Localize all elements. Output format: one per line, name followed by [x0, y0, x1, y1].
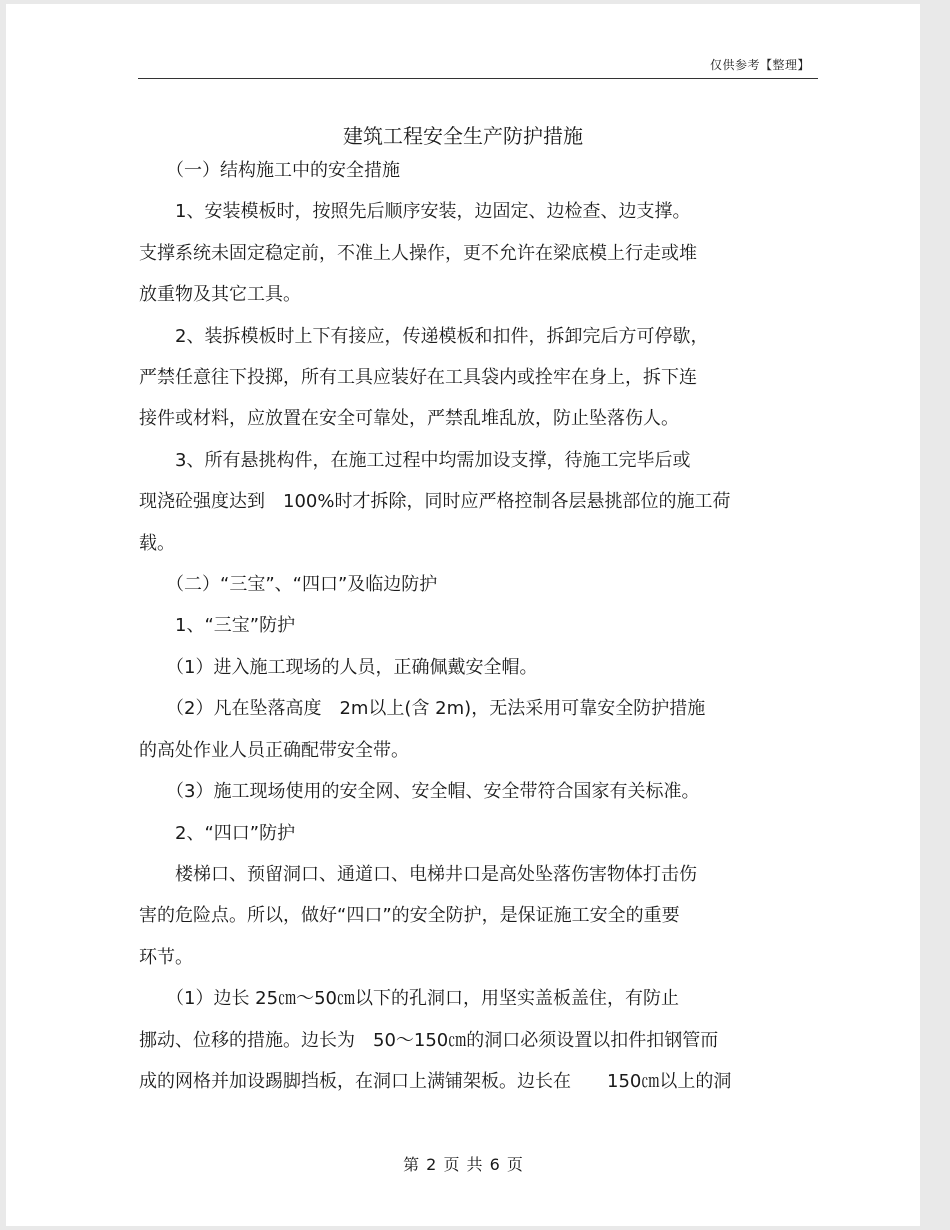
text-line: （1）进入施工现场的人员，正确佩戴安全帽。 — [139, 656, 538, 678]
text-line: （一）结构施工中的安全措施 — [139, 160, 400, 181]
text-line: 的高处作业人员正确配带安全带。 — [139, 739, 409, 761]
text-line: 2、装拆模板时上下有接应，传递模板和扣件，拆卸完后方可停歇， — [139, 325, 709, 347]
text-line: （二）“三宝”、“四口”及临边防护 — [139, 574, 438, 596]
text-line: 1、安装模板时，按照先后顺序安装，边固定、边检查、边支撑。 — [139, 201, 691, 223]
text-line: 严禁任意往下投掷，所有工具应装好在工具袋内或拴牢在身上，拆下连 — [139, 367, 697, 389]
document-page — [6, 4, 920, 1226]
header-rule — [138, 78, 818, 79]
header-note: 仅供参考【整理】 — [709, 58, 810, 72]
text-line: 挪动、位移的措施。边长为 50～150㎝的洞口必须设置以扣件扣钢管而 — [139, 1029, 719, 1051]
document-title: 建筑工程安全生产防护措施 — [343, 124, 583, 148]
text-line: 2、“四口”防护 — [139, 822, 296, 844]
text-line: 成的网格并加设踢脚挡板，在洞口上满铺架板。边长在 150㎝以上的洞 — [139, 1070, 732, 1092]
text-line: 害的危险点。所以，做好“四口”的安全防护，是保证施工安全的重要 — [139, 905, 680, 927]
text-line: 3、所有悬挑构件，在施工过程中均需加设支撑，待施工完毕后或 — [139, 449, 691, 471]
text-line: 载。 — [139, 532, 175, 554]
text-line: 环节。 — [139, 946, 193, 968]
text-line: 放重物及其它工具。 — [139, 284, 301, 306]
text-line: （2）凡在坠落高度 2m以上(含 2m)，无法采用可靠安全防护措施 — [139, 698, 706, 720]
text-line: （1）边长 25㎝～50㎝以下的孔洞口，用坚实盖板盖住，有防止 — [139, 988, 679, 1010]
body-text — [139, 150, 819, 1102]
text-line: 楼梯口、预留洞口、通道口、电梯井口是高处坠落伤害物体打击伤 — [139, 863, 697, 885]
page-number-footer: 第 2 页 共 6 页 — [403, 1155, 523, 1174]
text-line: （3）施工现场使用的安全网、安全帽、安全带符合国家有关标准。 — [139, 781, 700, 803]
text-line: 1、“三宝”防护 — [139, 615, 296, 637]
text-line: 现浇砼强度达到 100%时才拆除，同时应严格控制各层悬挑部位的施工荷 — [139, 491, 731, 513]
text-line: 接件或材料，应放置在安全可靠处，严禁乱堆乱放，防止坠落伤人。 — [139, 408, 679, 430]
text-line: 支撑系统未固定稳定前，不准上人操作，更不允许在梁底模上行走或堆 — [139, 242, 697, 264]
